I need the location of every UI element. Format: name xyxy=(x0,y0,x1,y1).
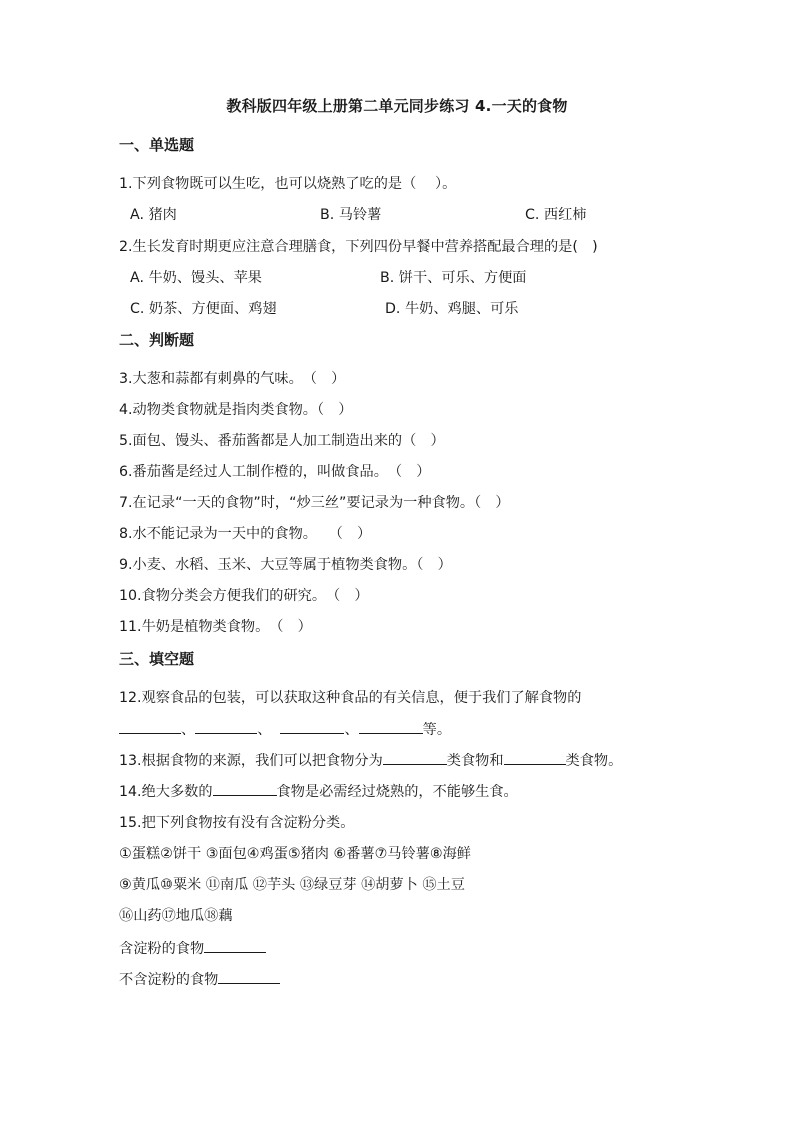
q2-option-d: D. 牛奶、鸡腿、可乐 xyxy=(385,301,519,317)
question-13: 13.根据食物的来源，我们可以把食物分为 类食物和 类食物。 xyxy=(119,750,622,771)
question-9: 9.小麦、水稻、玉米、大豆等属于植物类食物。（ ） xyxy=(119,557,452,573)
question-12: 12.观察食品的包装，可以获取这种食品的有关信息，便于我们了解食物的 xyxy=(119,690,582,706)
question-14: 14.绝大多数的 食物是必需经过烧熟的，不能够生食。 xyxy=(119,781,518,802)
question-3: 3.大葱和蒜都有刺鼻的气味。 （ ） xyxy=(119,371,346,387)
question-10: 10.食物分类会方便我们的研究。 （ ） xyxy=(119,588,369,604)
answer-blank[interactable] xyxy=(218,969,280,984)
answer-blank[interactable] xyxy=(359,719,423,734)
question-1: 1.下列食物既可以生吃，也可以烧熟了吃的是（ ）。 xyxy=(119,176,457,192)
section-heading-true-false: 二、判断题 xyxy=(119,331,195,349)
q2-option-c: C. 奶茶、方便面、鸡翅 xyxy=(130,301,277,317)
q2-option-a: A. 牛奶、馒头、苹果 xyxy=(130,270,262,286)
question-5: 5.面包、馒头、番茄酱都是人加工制造出来的（ ） xyxy=(119,433,445,449)
section-heading-fill-blank: 三、填空题 xyxy=(119,650,195,668)
question-15: 15.把下列食物按有没有含淀粉分类。 xyxy=(119,815,355,831)
answer-blank[interactable] xyxy=(383,750,447,765)
q1-option-b: B. 马铃薯 xyxy=(320,207,382,223)
starch-foods-line: 含淀粉的食物 xyxy=(119,938,266,959)
food-list-row-1: ①蛋糕②饼干 ③面包④鸡蛋⑤猪肉 ⑥番薯⑦马铃薯⑧海鲜 xyxy=(119,846,471,862)
answer-blank[interactable] xyxy=(119,719,181,734)
question-11: 11.牛奶是植物类食物。 （ ） xyxy=(119,619,312,635)
question-6: 6.番茄酱是经过人工制作橙的，叫做食品。 （ ） xyxy=(119,464,431,480)
non-starch-foods-line: 不含淀粉的食物 xyxy=(119,969,280,990)
question-2: 2.生长发育时期更应注意合理膳食，下列四份早餐中营养搭配最合理的是( ) xyxy=(119,239,598,255)
answer-blank[interactable] xyxy=(213,781,277,796)
food-list-row-3: ⑯山药⑰地瓜⑱藕 xyxy=(119,908,233,924)
question-7: 7.在记录“一天的食物”时，“炒三丝”要记录为一种食物。（ ） xyxy=(119,495,510,511)
food-list-row-2: ⑨黄瓜⑩粟米 ⑪南瓜 ⑫芋头 ⑬绿豆芽 ⑭胡萝卜 ⑮土豆 xyxy=(119,877,465,893)
answer-blank[interactable] xyxy=(280,719,344,734)
q1-option-a: A. 猪肉 xyxy=(130,207,177,223)
question-4: 4.动物类食物就是指肉类食物。（ ） xyxy=(119,402,353,418)
answer-blank[interactable] xyxy=(195,719,257,734)
question-8: 8.水不能记录为一天中的食物。 （ ） xyxy=(119,526,372,542)
page-title: 教科版四年级上册第二单元同步练习 4.一天的食物 xyxy=(226,97,568,115)
question-12-blanks: 、 、 、 等。 xyxy=(119,719,451,740)
q2-option-b: B. 饼干、可乐、方便面 xyxy=(380,270,527,286)
section-heading-single-choice: 一、单选题 xyxy=(119,136,195,154)
answer-blank[interactable] xyxy=(504,750,566,765)
answer-blank[interactable] xyxy=(204,938,266,953)
q1-option-c: C. 西红柿 xyxy=(525,207,587,223)
